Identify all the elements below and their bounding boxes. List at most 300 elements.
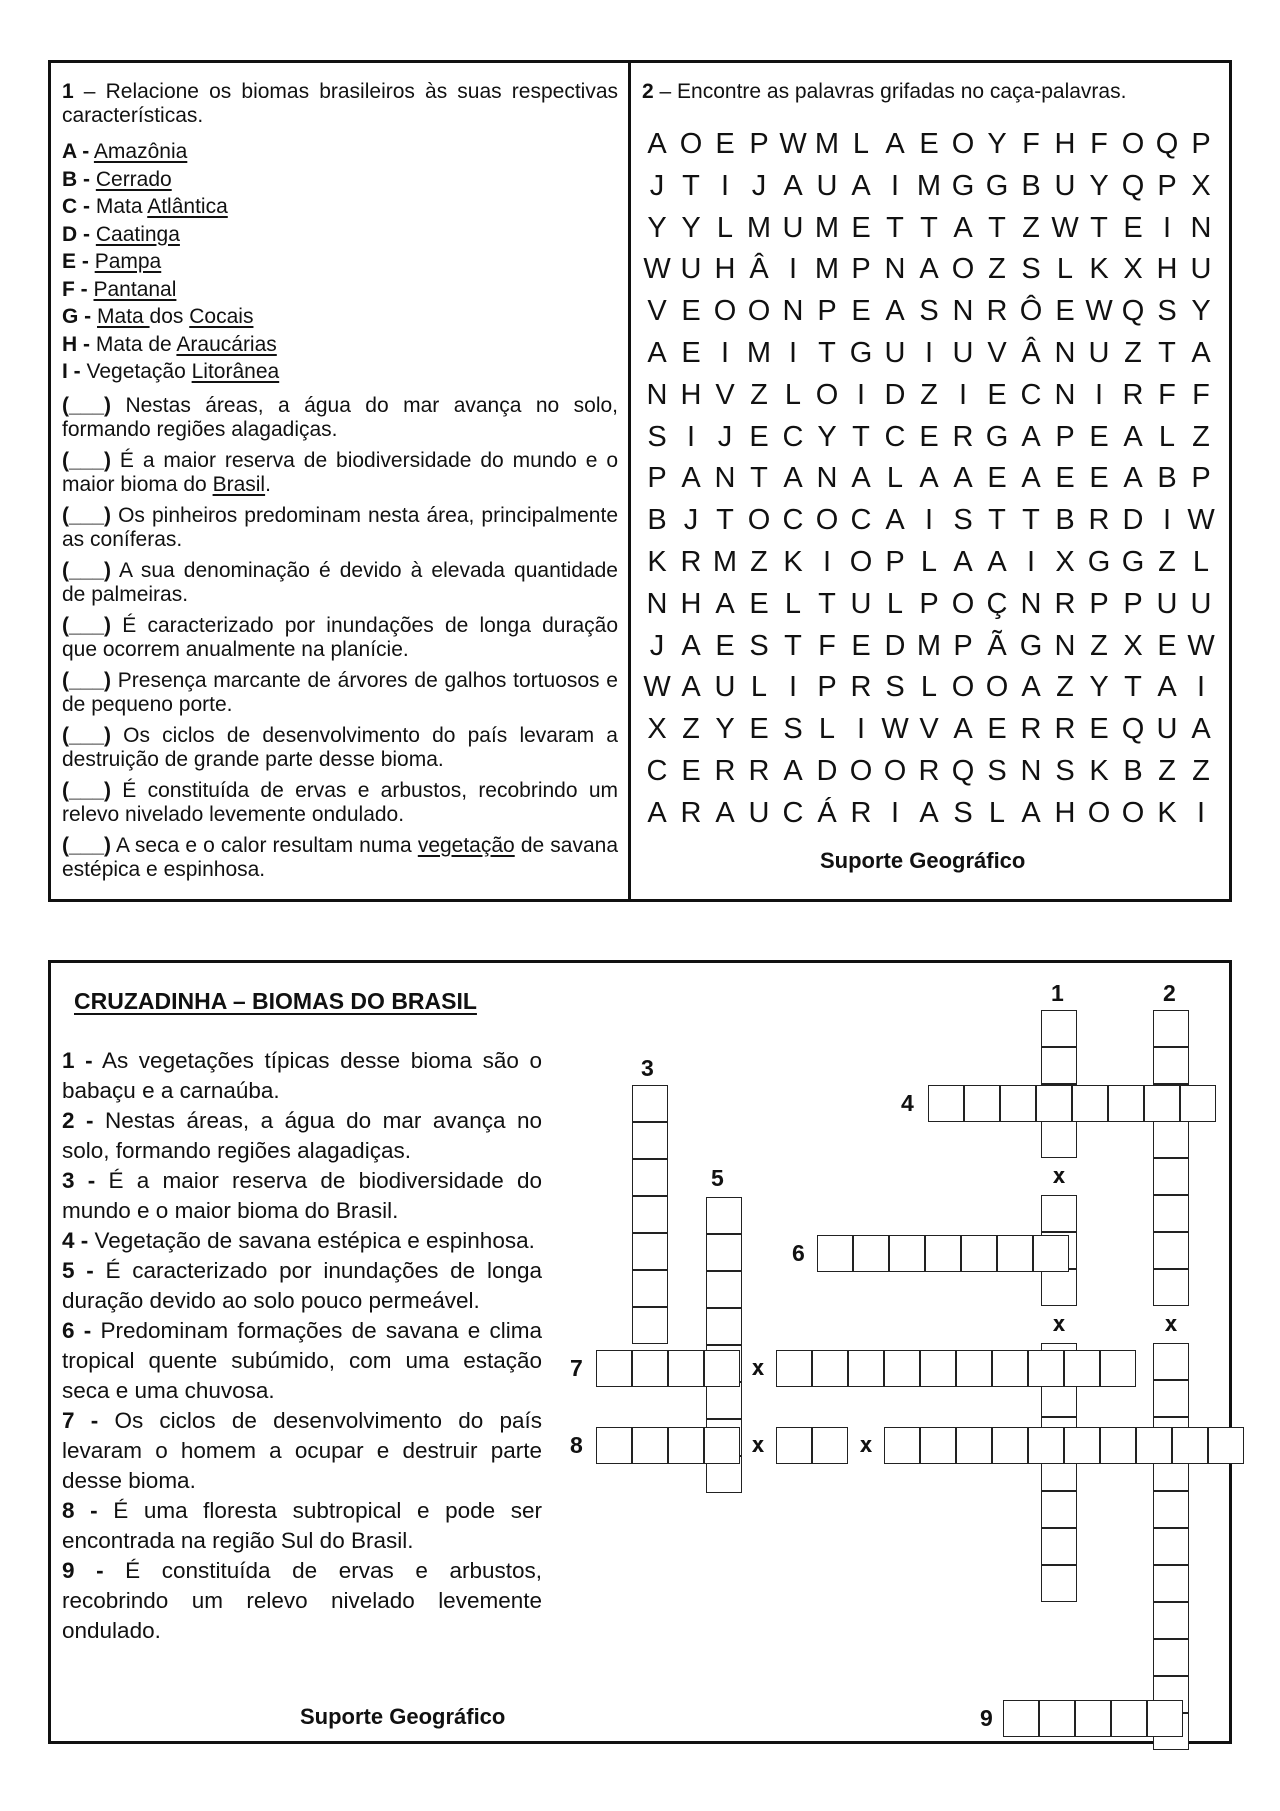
word-search-letter: J	[649, 629, 665, 662]
clue-number: 5 -	[62, 1258, 94, 1283]
crossword-cell	[1075, 1700, 1111, 1737]
word-search-letter: L	[784, 587, 802, 620]
crossword-cell	[1064, 1427, 1100, 1464]
word-search-grid	[640, 124, 1218, 835]
crossword-cell	[1003, 1700, 1039, 1737]
word-search-letter: Y	[987, 128, 1007, 160]
word-search-letter: N	[1054, 336, 1076, 369]
word-search-letter: E	[715, 128, 735, 160]
word-search-letter: Z	[1192, 420, 1210, 453]
crossword-cell	[992, 1350, 1028, 1387]
word-search-letter: N	[782, 295, 804, 328]
crossword-cell	[1147, 1700, 1183, 1737]
crossword-number: 6	[792, 1240, 805, 1266]
word-search-letter: A	[919, 462, 939, 495]
word-search-letter: P	[851, 253, 871, 286]
word-search-letter: Z	[1192, 754, 1210, 787]
word-search-letter: Z	[750, 378, 768, 411]
answer-blank: (___)	[62, 723, 112, 747]
crossword-cell	[704, 1350, 740, 1387]
word-search-letter: Z	[682, 713, 700, 746]
crossword-cell	[1033, 1235, 1069, 1272]
word-search-letter: E	[749, 587, 769, 620]
crossword-cell	[812, 1427, 848, 1464]
word-search-letter: D	[1122, 504, 1144, 537]
word-search-letter: S	[1055, 754, 1075, 787]
biome-keyword: Cocais	[189, 305, 254, 328]
word-search-letter: E	[987, 462, 1007, 495]
word-search-letter: G	[985, 420, 1009, 453]
word-search-letter: N	[1020, 587, 1042, 620]
word-search-letter: I	[788, 336, 798, 369]
clue-text: É constituída de ervas e arbustos, recobrindo um relevo nivelado levemente ondulado.	[62, 1558, 542, 1643]
crossword-cell	[1153, 1380, 1189, 1417]
word-search-letter: Y	[817, 420, 837, 453]
word-search-letter: E	[987, 713, 1007, 746]
statement-item	[62, 724, 618, 779]
biome-keyword: Atlântica	[147, 195, 228, 218]
biome-letter: H -	[62, 332, 90, 356]
crossword-cell	[1153, 1047, 1189, 1084]
word-search-letter: Ã	[987, 629, 1007, 662]
word-search-letter: S	[987, 754, 1007, 787]
word-search-letter: I	[1196, 671, 1206, 704]
word-search-letter: M	[746, 211, 772, 244]
word-search-letter: L	[1056, 253, 1074, 286]
word-search-letter: R	[680, 545, 702, 578]
word-search-letter: B	[1157, 462, 1177, 495]
word-search-letter: M	[814, 211, 840, 244]
statement-item	[62, 449, 618, 504]
crossword-clue	[62, 1256, 542, 1316]
crossword-cell	[1153, 1121, 1189, 1158]
question-1-number: 1	[62, 80, 74, 103]
clue-number: 9 -	[62, 1558, 104, 1583]
word-search-letter: U	[1156, 587, 1178, 620]
biome-letter: C -	[62, 195, 90, 218]
word-search-letter: O	[1087, 796, 1111, 829]
word-search-letter: W	[881, 713, 909, 746]
clue-number: 2 -	[62, 1108, 94, 1133]
word-search-letter: Z	[1056, 671, 1074, 704]
word-search-letter: L	[1192, 545, 1210, 578]
crossword-cell	[1041, 1047, 1077, 1084]
word-search-letter: X	[1055, 545, 1075, 578]
word-search-letter: C	[782, 504, 804, 537]
crossword-clue	[62, 1406, 542, 1496]
word-search-letter: E	[987, 378, 1007, 411]
word-search-letter: I	[1162, 211, 1172, 244]
word-search-letter: T	[716, 504, 734, 537]
word-search-letter: E	[919, 420, 939, 453]
biome-item	[62, 248, 618, 276]
word-search-letter: B	[1055, 504, 1075, 537]
word-search-letter: F	[1158, 378, 1176, 411]
word-search-letter: N	[1020, 754, 1042, 787]
crossword-cell	[596, 1350, 632, 1387]
word-search-letter: T	[1090, 211, 1108, 244]
word-search-letter: H	[1054, 128, 1076, 160]
word-search-letter: V	[919, 713, 939, 746]
word-search-letter: U	[1088, 336, 1110, 369]
word-search-letter: T	[818, 336, 836, 369]
word-search-letter: C	[646, 754, 668, 787]
clue-text: Predominam formações de savana e clima tropical quente subúmido, com uma estação seca e uma chuvosa.	[62, 1318, 542, 1403]
crossword-cell	[1136, 1427, 1172, 1464]
word-search-letter: C	[782, 796, 804, 829]
word-search-letter: O	[951, 128, 975, 160]
word-search-letter: E	[681, 336, 701, 369]
crossword-cell	[668, 1350, 704, 1387]
word-search-letter: Z	[1124, 336, 1142, 369]
word-search-letter: P	[1157, 169, 1177, 202]
word-search-letter: U	[850, 587, 872, 620]
word-search-letter: G	[849, 336, 873, 369]
word-search-letter: O	[985, 671, 1009, 704]
word-search-row	[640, 249, 1218, 291]
statement-text: Nestas áreas, a água do mar avança no solo, formando regiões alagadiças.	[62, 393, 618, 441]
biome-keyword: Litorânea	[191, 360, 280, 383]
crossword-cell	[920, 1427, 956, 1464]
crossword-cell	[1100, 1427, 1136, 1464]
crossword-cell	[1153, 1232, 1189, 1269]
crossword-cell	[1153, 1639, 1189, 1676]
crossword-cell	[706, 1197, 742, 1234]
word-search-letter: C	[850, 504, 872, 537]
word-search-letter: O	[951, 671, 975, 704]
word-search-letter: S	[1021, 253, 1041, 286]
word-search-letter: E	[1089, 420, 1109, 453]
word-search-letter: W	[1187, 504, 1215, 537]
crossword-cell	[884, 1350, 920, 1387]
word-search-letter: P	[919, 587, 939, 620]
clue-text: Vegetação de savana estépica e espinhosa.	[88, 1228, 535, 1253]
crossword-cell	[668, 1427, 704, 1464]
word-search-letter: E	[851, 629, 871, 662]
crossword-cell	[1153, 1195, 1189, 1232]
statement-text: de savana estépica e espinhosa.	[62, 833, 619, 881]
column-divider	[628, 60, 631, 902]
word-search-letter: A	[1123, 420, 1143, 453]
crossword-number: 8	[570, 1432, 583, 1458]
word-search-letter: D	[816, 754, 838, 787]
crossword-clue	[62, 1106, 542, 1166]
biome-letter: I -	[62, 360, 81, 383]
statement-item	[62, 504, 618, 559]
crossword-cell	[1039, 1700, 1075, 1737]
word-search-letter: L	[988, 796, 1006, 829]
clue-number: 3 -	[62, 1168, 96, 1193]
word-search-letter: O	[951, 253, 975, 286]
word-search-letter: J	[717, 420, 733, 453]
word-search-letter: X	[647, 713, 667, 746]
word-search-letter: A	[715, 796, 735, 829]
biome-item	[62, 276, 618, 304]
crossword-cell	[1028, 1427, 1064, 1464]
word-search-letter: Y	[1191, 295, 1211, 328]
biome-keyword: Pantanal	[93, 277, 177, 301]
crossword-cell	[817, 1235, 853, 1272]
crossword-number: 4	[901, 1090, 914, 1116]
word-search-letter: M	[916, 629, 942, 662]
word-search-letter: G	[1087, 545, 1111, 578]
word-search-letter: N	[952, 295, 974, 328]
word-search-letter: O	[849, 545, 873, 578]
word-search-letter: P	[885, 545, 905, 578]
word-search-letter: A	[953, 713, 973, 746]
word-search-letter: T	[920, 211, 938, 244]
word-search-letter: Y	[715, 713, 735, 746]
word-search-letter: Y	[1089, 169, 1109, 202]
word-search-letter: Q	[951, 754, 975, 787]
crossword-cell	[1041, 1491, 1077, 1528]
word-search-row	[640, 584, 1218, 626]
word-search-letter: J	[751, 169, 767, 202]
biome-letter: A -	[62, 140, 90, 163]
word-search-letter: R	[680, 796, 702, 829]
word-search-letter: R	[1122, 378, 1144, 411]
word-search-letter: T	[988, 504, 1006, 537]
word-search-letter: Y	[647, 211, 667, 244]
word-search-letter: A	[1021, 671, 1041, 704]
clue-text: Os ciclos de desenvolvimento do país levaram o homem a ocupar e destruir parte desse bioma.	[62, 1408, 542, 1493]
word-search-row	[640, 709, 1218, 751]
word-search-letter: N	[816, 462, 838, 495]
word-search-letter: E	[919, 128, 939, 160]
word-search-letter: A	[647, 336, 667, 369]
crossword-cell	[1028, 1350, 1064, 1387]
word-search-letter: H	[680, 587, 702, 620]
crossword-cell	[706, 1234, 742, 1271]
word-search-letter: I	[856, 378, 866, 411]
statement-text: Os ciclos de desenvolvimento do país levaram a destruição de grande parte desse bioma.	[62, 723, 618, 771]
word-search-letter: O	[815, 504, 839, 537]
word-search-letter: S	[885, 671, 905, 704]
question-1	[62, 80, 618, 889]
clue-text: É caracterizado por inundações de longa duração devido ao solo pouco permeável.	[62, 1258, 542, 1313]
statement-item	[62, 394, 618, 449]
word-search-letter: A	[681, 629, 701, 662]
word-search-letter: N	[1054, 378, 1076, 411]
word-search-letter: I	[788, 671, 798, 704]
biome-item	[62, 193, 618, 221]
word-search-letter: Q	[1121, 295, 1145, 328]
crossword-cell	[853, 1235, 889, 1272]
answer-blank: (___)	[62, 668, 112, 692]
word-search-letter: S	[953, 796, 973, 829]
crossword-cell	[997, 1235, 1033, 1272]
crossword-cell	[956, 1350, 992, 1387]
word-search-letter: U	[680, 253, 702, 286]
word-search-letter: A	[681, 462, 701, 495]
crossword-clues	[62, 1046, 542, 1646]
crossword-cell	[1172, 1427, 1208, 1464]
statement-text: A sua denominação é devido à elevada quantidade de palmeiras.	[62, 558, 618, 606]
word-search-letter: H	[714, 253, 736, 286]
word-search-letter: T	[852, 420, 870, 453]
crossword-cell	[632, 1122, 668, 1159]
word-search-letter: T	[1158, 336, 1176, 369]
clue-text: As vegetações típicas desse bioma são o babaçu e a carnaúba.	[62, 1048, 542, 1103]
word-search-letter: N	[1054, 629, 1076, 662]
crossword-cell	[706, 1308, 742, 1345]
word-search-letter: R	[986, 295, 1008, 328]
crossword-cell	[1153, 1528, 1189, 1565]
clue-number: 8 -	[62, 1498, 98, 1523]
biome-keyword: Amazônia	[93, 140, 188, 163]
biome-list	[62, 138, 618, 386]
word-search-letter: Ç	[986, 587, 1008, 620]
word-search-letter: U	[816, 169, 838, 202]
word-search-letter: N	[1190, 211, 1212, 244]
word-search-letter: O	[1121, 796, 1145, 829]
word-search-letter: Z	[920, 378, 938, 411]
crossword-cell	[1111, 1700, 1147, 1737]
crossword-cell	[920, 1350, 956, 1387]
statement-keyword: vegetação	[417, 833, 515, 857]
word-search-letter: L	[886, 587, 904, 620]
word-search-letter: I	[720, 169, 730, 202]
biome-item	[62, 138, 618, 166]
word-search-letter: I	[686, 420, 696, 453]
biome-item	[62, 166, 618, 194]
answer-blank: (___)	[62, 448, 112, 472]
crossword-cell	[928, 1085, 964, 1122]
word-search-letter: A	[1191, 336, 1211, 369]
word-search-letter: U	[748, 796, 770, 829]
word-search-letter: K	[647, 545, 667, 578]
word-search-letter: S	[783, 713, 803, 746]
clue-number: 1 -	[62, 1048, 93, 1073]
word-search-letter: B	[1123, 754, 1143, 787]
word-search-letter: R	[748, 754, 770, 787]
word-search-letter: E	[749, 420, 769, 453]
crossword-cell	[889, 1235, 925, 1272]
biome-text: Mata	[95, 195, 148, 218]
word-search-letter: V	[987, 336, 1007, 369]
word-search-letter: A	[851, 462, 871, 495]
word-search-letter: Z	[1022, 211, 1040, 244]
word-search-letter: A	[783, 462, 803, 495]
word-search-letter: G	[985, 169, 1009, 202]
word-search-letter: I	[890, 169, 900, 202]
word-search-letter: L	[852, 128, 870, 160]
crossword-cell	[706, 1271, 742, 1308]
word-search-letter: H	[1156, 253, 1178, 286]
word-search-letter: P	[1191, 462, 1211, 495]
word-search-letter: C	[1020, 378, 1042, 411]
word-search-letter: Â	[1021, 336, 1041, 369]
crossword-credit: Suporte Geográfico	[300, 1704, 506, 1729]
word-search-letter: M	[746, 336, 772, 369]
word-search-letter: P	[647, 462, 667, 495]
word-search-letter: W	[1051, 211, 1079, 244]
word-search-letter: I	[958, 378, 968, 411]
word-search-letter: Z	[1158, 545, 1176, 578]
question-2-title-text: – Encontre as palavras grifadas no caça-palavras.	[653, 80, 1127, 103]
word-search-letter: P	[1089, 587, 1109, 620]
word-search-letter: E	[1157, 629, 1177, 662]
word-search-letter: Y	[681, 211, 701, 244]
word-search-row	[640, 793, 1218, 835]
question-1-title	[62, 80, 618, 128]
clue-text: É a maior reserva de biodiversidade do mundo e o maior bioma do Brasil.	[62, 1168, 542, 1223]
statement-text: É caracterizado por inundações de longa duração que ocorrem anualmente na planície.	[62, 613, 618, 661]
word-search-letter: N	[714, 462, 736, 495]
statement-list	[62, 394, 618, 889]
word-search-row	[640, 542, 1218, 584]
word-search-letter: A	[1021, 796, 1041, 829]
biome-letter: E -	[62, 250, 89, 273]
word-search-letter: H	[680, 378, 702, 411]
word-search-letter: E	[1089, 713, 1109, 746]
statement-text: .	[265, 472, 271, 496]
crossword-cell	[632, 1307, 668, 1344]
word-search-letter: T	[682, 169, 700, 202]
word-search-letter: P	[749, 128, 769, 160]
clue-text: Nestas áreas, a água do mar avança no solo, formando regiões alagadiças.	[62, 1108, 542, 1163]
word-search-letter: T	[818, 587, 836, 620]
word-search-letter: I	[1162, 504, 1172, 537]
clue-number: 6 -	[62, 1318, 92, 1343]
word-search-letter: O	[815, 378, 839, 411]
crossword-number: 3	[641, 1055, 654, 1081]
crossword-cell	[1100, 1350, 1136, 1387]
word-search-letter: I	[822, 545, 832, 578]
word-search-letter: A	[919, 796, 939, 829]
word-search-letter: I	[788, 253, 798, 286]
biome-item	[62, 358, 618, 386]
crossword-number: 5	[711, 1165, 724, 1191]
word-search-letter: N	[884, 253, 906, 286]
word-search-letter: W	[643, 671, 671, 704]
biome-letter: F -	[62, 277, 88, 301]
crossword-number: 2	[1163, 980, 1176, 1006]
word-search-letter: R	[850, 796, 872, 829]
crossword-cell	[992, 1427, 1028, 1464]
word-search-letter: I	[924, 504, 934, 537]
word-search-letter: L	[716, 211, 734, 244]
word-search-letter: P	[953, 629, 973, 662]
word-search-letter: R	[918, 754, 940, 787]
biome-keyword: Mata	[97, 305, 150, 328]
biome-item	[62, 331, 618, 359]
word-search-row	[640, 458, 1218, 500]
word-search-letter: A	[953, 462, 973, 495]
biome-text: Vegetação	[86, 360, 192, 383]
crossword-clue	[62, 1226, 542, 1256]
word-search-letter: N	[646, 378, 668, 411]
crossword-cell	[1000, 1085, 1036, 1122]
word-search-letter: Z	[988, 253, 1006, 286]
biome-letter: D -	[62, 222, 90, 246]
statement-item	[62, 834, 618, 889]
biome-letter: B -	[62, 167, 90, 191]
crossword-cell	[1153, 1158, 1189, 1195]
word-search-letter: C	[782, 420, 804, 453]
word-search-row	[640, 500, 1218, 542]
crossword-clue	[62, 1556, 542, 1646]
word-search-letter: Q	[1121, 713, 1145, 746]
crossword-cell	[632, 1270, 668, 1307]
word-search-letter: Â	[749, 253, 769, 286]
word-search-letter: I	[924, 336, 934, 369]
crossword-cell	[1153, 1602, 1189, 1639]
word-search-letter: L	[784, 378, 802, 411]
word-search-letter: M	[712, 545, 738, 578]
word-search-letter: D	[884, 629, 906, 662]
word-search-letter: K	[1157, 796, 1177, 829]
